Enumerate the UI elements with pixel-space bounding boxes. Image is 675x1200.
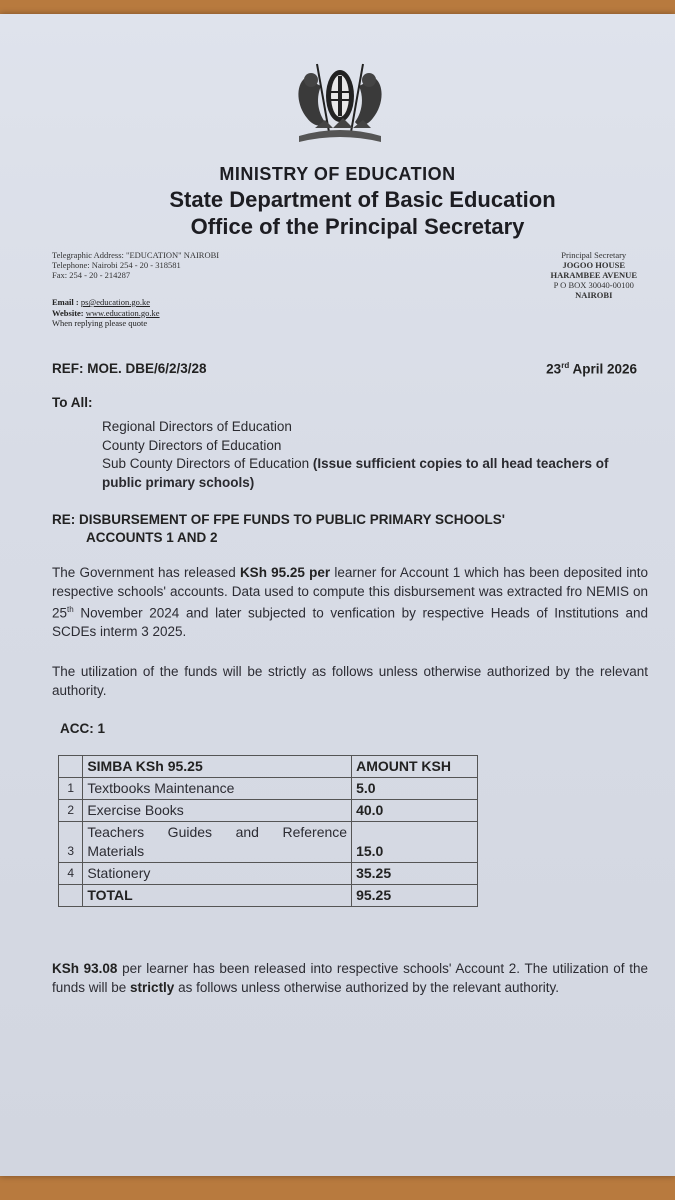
city-name: NAIROBI	[575, 290, 613, 300]
paragraph-account-1: The Government has released KSh 95.25 per learner for Account 1 which has been deposited into respective schools' accounts. Data used to compute this disbursement was extracted fro NEMIS on 25th November 2024 and later subjected to venfication by respective Heads of Institutions and SCDEs interm 3 2025.	[52, 565, 648, 639]
email-label: Email :	[52, 297, 79, 307]
email-website-block	[52, 297, 160, 329]
allocation-table	[58, 755, 478, 907]
header-amount: AMOUNT KSH	[352, 756, 478, 778]
paragraph-utilization: The utilization of the funds will be strictly as follows unless otherwise authorized by the relevant authority.	[52, 664, 648, 698]
recipient-subcounty: Sub County Directors of Education (Issue sufficient copies to all head teachers of public primary schools)	[102, 456, 609, 490]
coat-of-arms-seal	[285, 56, 395, 148]
recipients-list	[102, 418, 642, 492]
ministry-title: MINISTRY OF EDUCATION	[219, 164, 456, 184]
letter-page	[0, 14, 675, 1176]
table-row: 3 Teachers Guides and Reference Materials 15.0	[59, 822, 478, 863]
department-title: State Department of Basic Education	[169, 187, 556, 212]
ps-title: Principal Secretary	[561, 250, 627, 260]
address-block-right	[550, 250, 637, 300]
subject-line: RE: DISBURSEMENT OF FPE FUNDS TO PUBLIC PRIMARY SCHOOLS' ACCOUNTS 1 AND 2	[52, 512, 505, 545]
table-total-row: TOTAL 95.25	[59, 885, 478, 907]
addressee-heading: To All:	[52, 395, 93, 410]
letter-date: 23rd April 2026	[546, 361, 637, 377]
telephone-line: Telephone: Nairobi 254 - 20 - 318581	[52, 260, 181, 270]
contact-block-left	[52, 250, 219, 280]
avenue-name: HARAMBEE AVENUE	[550, 270, 637, 280]
telegraphic-address: Telegraphic Address: "EDUCATION" NAIROBI	[52, 250, 220, 260]
website-link[interactable]: www.education.go.ke	[85, 307, 160, 318]
quote-note: When replying please quote	[52, 318, 148, 328]
table-row: 4 Stationery 35.25	[59, 863, 478, 885]
account-label: ACC: 1	[60, 721, 106, 736]
website-label: Website:	[52, 307, 84, 318]
po-box: P O BOX 30040-00100	[553, 280, 634, 290]
table-row: 2 Exercise Books 40.0	[59, 800, 478, 822]
table-header-row	[59, 756, 478, 778]
email-link[interactable]: ps@education.go.ke	[80, 297, 151, 307]
office-title: Office of the Principal Secretary	[190, 214, 525, 239]
paragraph-account-2: KSh 93.08 per learner has been released into respective schools' Account 2. The utilization of the funds will be strictly as follows unless otherwise authorized by the relevant authority.	[52, 961, 648, 995]
recipient-county: County Directors of Education	[102, 437, 282, 453]
recipient-regional: Regional Directors of Education	[102, 419, 292, 434]
table-row: 1 Textbooks Maintenance 5.0	[59, 778, 478, 800]
house-name: JOGOO HOUSE	[562, 260, 626, 270]
reference-number: REF: MOE. DBE/6/2/3/28	[52, 361, 207, 376]
fax-line: Fax: 254 - 20 - 214287	[52, 270, 131, 280]
header-item: SIMBA KSh 95.25	[83, 756, 352, 778]
